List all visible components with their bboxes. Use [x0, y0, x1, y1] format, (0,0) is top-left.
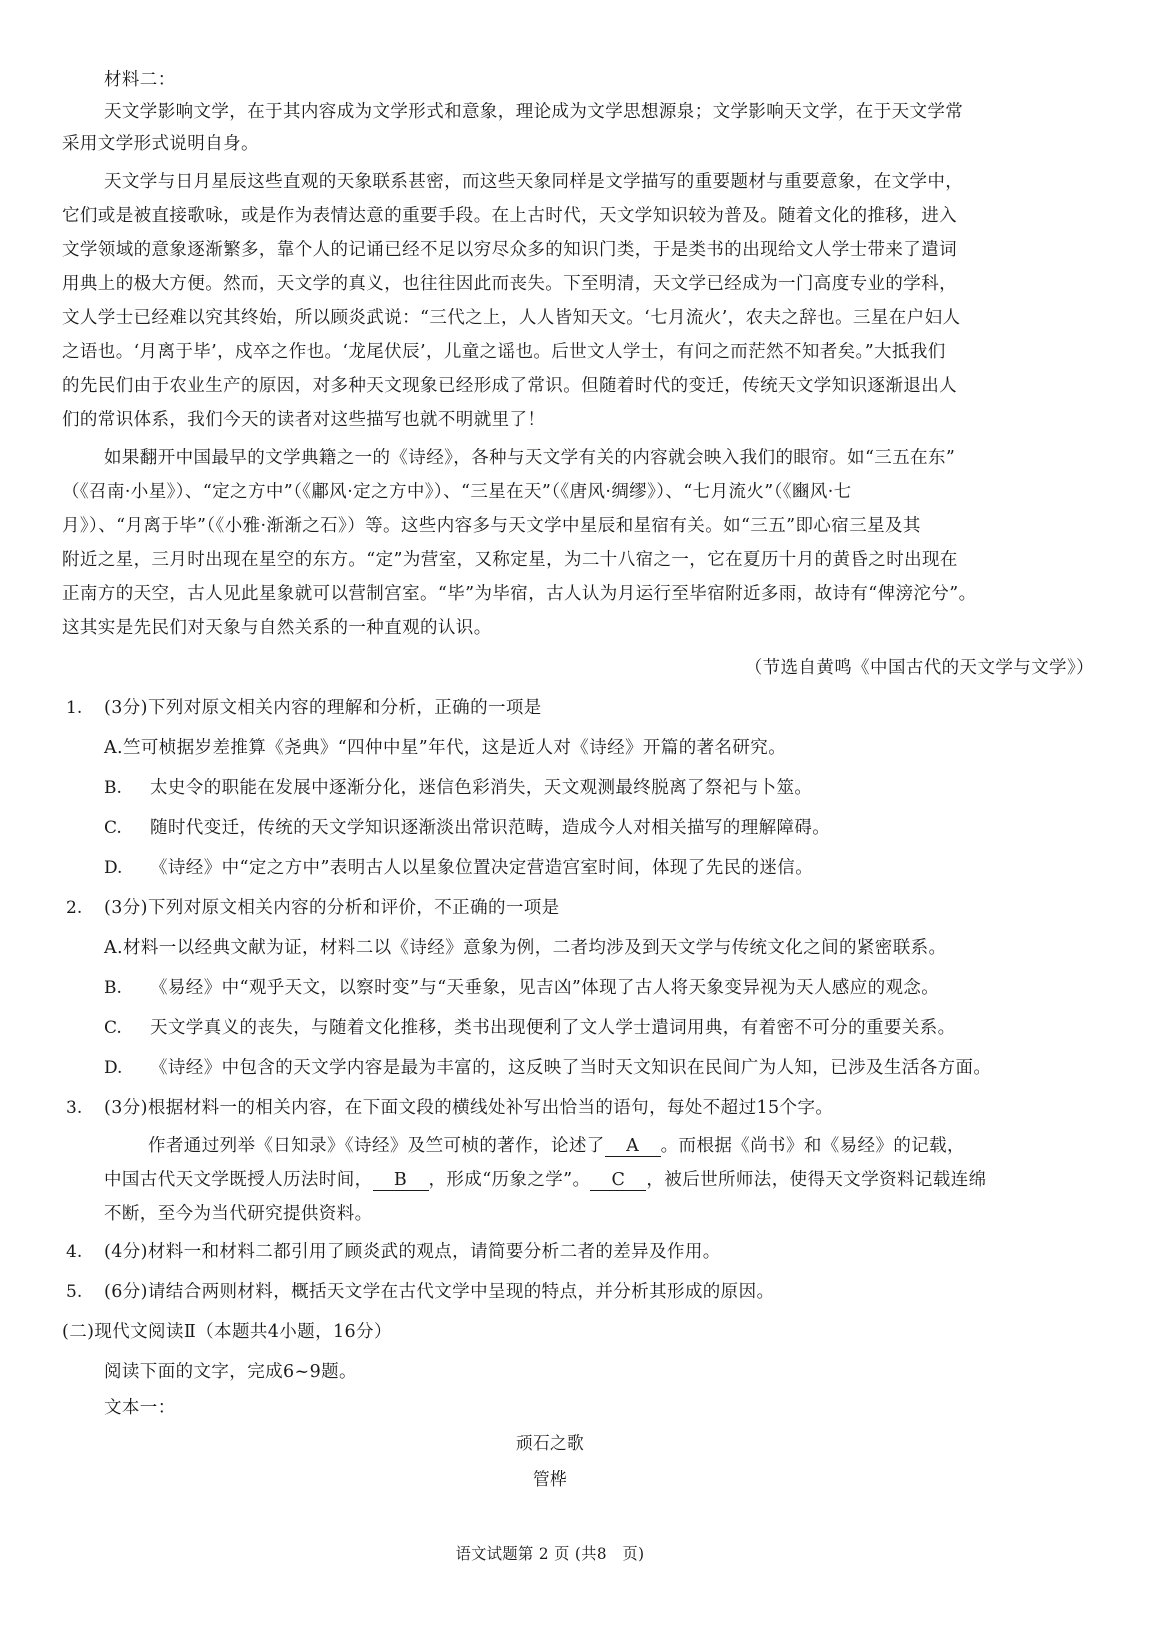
option-letter: D. — [104, 858, 123, 878]
material-heading: 材料二： — [104, 70, 176, 90]
paragraph-line: 的先民们由于农业生产的原因，对多种天文现象已经形成了常识。但随着时代的变迁，传统天文学知识逐渐退出人 — [62, 376, 957, 396]
paragraph-line: 这其实是先民们对天象与自然关系的一种直观的认识。 — [62, 618, 492, 638]
paragraph-line: 之语也。‘月离于毕’，戍卒之作也。‘龙尾伏辰’，儿童之谣也。后世文人学士，有问之而茫然不知者矣。”大抵我们 — [62, 342, 946, 362]
question-number: 1. — [66, 698, 83, 718]
question-number: 5. — [66, 1282, 83, 1302]
option-a: A.竺可桢据岁差推算《尧典》“四仲中星”年代，这是近人对《诗经》开篇的著名研究。 — [104, 738, 787, 758]
paragraph-line: 它们或是被直接歌咏，或是作为表情达意的重要手段。在上古时代，天文学知识较为普及。随着文化的推移，进入 — [62, 206, 957, 226]
fill-text: 。而根据《尚书》和《易经》的记载， — [660, 1136, 965, 1156]
blank-a[interactable]: A — [605, 1136, 661, 1157]
paragraph-line: （《召南·小星》）、“定之方中”（《鄘风·定之方中》）、“三星在天”（《唐风·绸缪》）、“七月流火”（《豳风·七 — [62, 482, 852, 502]
paragraph-line: 附近之星，三月时出现在星空的东方。“定”为营室，又称定星，为二十八宿之一，它在夏历十月的黄昏之时出现在 — [62, 550, 958, 570]
paragraph-line: 正南方的天空，古人见此星象就可以营制宫室。“毕”为毕宿，古人认为月运行至毕宿附近多雨，故诗有“俾滂沱兮”。 — [62, 584, 977, 604]
source-citation: （节选自黄鸣《中国古代的天文学与文学》） — [744, 658, 1094, 678]
option-b: 太史令的职能在发展中逐渐分化，迷信色彩消失，天文观测最终脱离了祭祀与卜筮。 — [150, 778, 813, 798]
option-d: 《诗经》中“定之方中”表明古人以星象位置决定营造宫室时间，体现了先民的迷信。 — [150, 858, 814, 878]
section-heading: (二)现代文阅读Ⅱ（本题共4小题，16分） — [62, 1322, 392, 1342]
paragraph-line: 天文学影响文学，在于其内容成为文学形式和意象，理论成为文学思想源泉；文学影响天文学，在于天文学常 — [104, 102, 964, 122]
question-stem: (6分)请结合两则材料，概括天文学在古代文学中呈现的特点，并分析其形成的原因。 — [104, 1282, 775, 1302]
question-stem: (3分)下列对原文相关内容的理解和分析，正确的一项是 — [104, 698, 542, 718]
option-a: A.材料一以经典文献为证，材料二以《诗经》意象为例，二者均涉及到天文学与传统文化之间的紧密联系。 — [104, 938, 947, 958]
option-letter: C. — [104, 1018, 122, 1038]
question-number: 3. — [66, 1098, 83, 1118]
option-c: 天文学真义的丧失，与随着文化推移，类书出现便利了文人学士遣词用典，有着密不可分的重要关系。 — [150, 1018, 956, 1038]
fill-text: ，被后世所师法，使得天文学资料记载连绵 — [646, 1170, 987, 1190]
fill-line-3: 不断，至今为当代研究提供资料。 — [104, 1204, 373, 1224]
paragraph-line: 们的常识体系，我们今天的读者对这些描写也就不明就里了！ — [62, 410, 546, 430]
paragraph-line: 文人学士已经难以究其终始，所以顾炎武说：“三代之上，人人皆知天文。‘七月流火’，农夫之辞也。三星在户妇人 — [62, 308, 961, 328]
story-author: 管桦 — [532, 1470, 568, 1490]
option-letter: C. — [104, 818, 122, 838]
option-letter: D. — [104, 1058, 123, 1078]
blank-c[interactable]: C — [590, 1170, 646, 1191]
fill-text: 中国古代天文学既授人历法时间， — [104, 1170, 373, 1190]
question-number: 4. — [66, 1242, 83, 1262]
fill-line-2 — [104, 1168, 987, 1192]
paragraph-line: 文学领域的意象逐渐繁多，靠个人的记诵已经不足以穷尽众多的知识门类，于是类书的出现给文人学士带来了遣词 — [62, 240, 957, 260]
fill-text: ，形成“历象之学”。 — [428, 1170, 591, 1190]
instruction-text: 阅读下面的文字，完成6~9题。 — [104, 1362, 357, 1382]
question-stem: (4分)材料一和材料二都引用了顾炎武的观点，请简要分析二者的差异及作用。 — [104, 1242, 721, 1262]
paragraph-line: 月》）、“月离于毕”（《小雅·渐渐之石》）等。这些内容多与天文学中星辰和星宿有关。如“三五”即心宿三星及其 — [62, 516, 921, 536]
story-title: 顽石之歌 — [515, 1434, 585, 1454]
option-letter: B. — [104, 778, 122, 798]
fill-text: 作者通过列举《日知录》《诗经》及竺可桢的著作，论述了 — [148, 1136, 605, 1156]
fill-line-1 — [148, 1134, 965, 1158]
page-footer: 语文试题第 2 页 (共8 页) — [455, 1544, 645, 1563]
paragraph-line: 用典上的极大方便。然而，天文学的真义，也往往因此而丧失。下至明清，天文学已经成为一门高度专业的学科， — [62, 274, 957, 294]
paragraph-line: 采用文学形式说明自身。 — [62, 134, 259, 154]
option-b: 《易经》中“观乎天文，以察时变”与“天垂象，见吉凶”体现了古人将天象变异视为天人感应的观念。 — [150, 978, 940, 998]
question-stem: (3分)根据材料一的相关内容，在下面文段的横线处补写出恰当的语句，每处不超过15个字。 — [104, 1098, 834, 1118]
paragraph-line: 天文学与日月星辰这些直观的天象联系甚密，而这些天象同样是文学描写的重要题材与重要意象，在文学中， — [104, 172, 964, 192]
text-label: 文本一： — [104, 1398, 176, 1418]
option-d: 《诗经》中包含的天文学内容是最为丰富的，这反映了当时天文知识在民间广为人知，已涉及生活各方面。 — [150, 1058, 992, 1078]
question-number: 2. — [66, 898, 83, 918]
blank-b[interactable]: B — [373, 1170, 429, 1191]
option-letter: B. — [104, 978, 122, 998]
option-c: 随时代变迁，传统的天文学知识逐渐淡出常识范畴，造成今人对相关描写的理解障碍。 — [150, 818, 831, 838]
paragraph-line: 如果翻开中国最早的文学典籍之一的《诗经》，各种与天文学有关的内容就会映入我们的眼帘。如“三五在东” — [104, 448, 956, 468]
question-stem: (3分)下列对原文相关内容的分析和评价，不正确的一项是 — [104, 898, 560, 918]
